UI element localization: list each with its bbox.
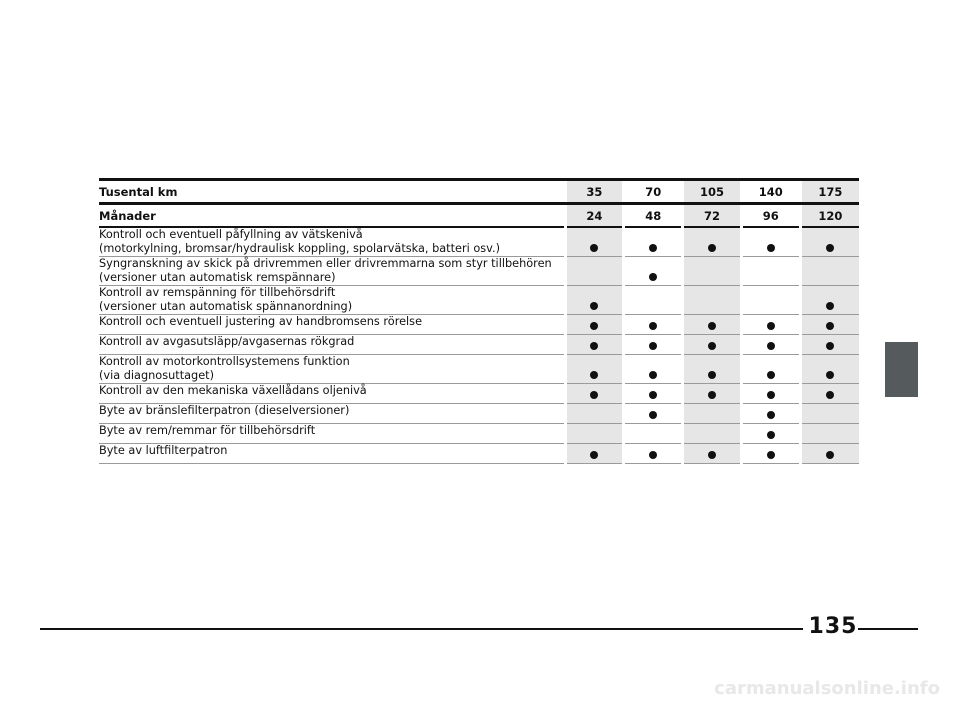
schedule-cell (683, 227, 742, 257)
task-description (99, 257, 565, 286)
task-description (99, 384, 565, 404)
task-line: Kontroll och eventuell justering av handbromsens rörelse (99, 315, 423, 328)
filled-dot-icon (826, 451, 834, 459)
task-description (99, 286, 565, 315)
filled-dot-icon (767, 342, 775, 350)
km-value: 70 (624, 180, 683, 204)
watermark: carmanualsonline.info (714, 678, 940, 699)
schedule-cell (741, 355, 800, 384)
schedule-cell (800, 335, 859, 355)
schedule-cell (624, 257, 683, 286)
task-line: Kontroll och eventuell påfyllning av vätskenivå (99, 228, 363, 241)
schedule-cell (624, 315, 683, 335)
filled-dot-icon (649, 273, 657, 281)
km-value: 105 (683, 180, 742, 204)
table-row (99, 444, 859, 464)
schedule-cell (565, 286, 624, 315)
schedule-cell (683, 315, 742, 335)
month-value: 24 (565, 204, 624, 228)
month-value: 48 (624, 204, 683, 228)
filled-dot-icon (649, 451, 657, 459)
task-line: Kontroll av motorkontrollsystemens funktion (99, 355, 350, 368)
task-line: Syngranskning av skick på drivremmen eller drivremmarna som styr tillbehören (99, 257, 552, 270)
schedule-cell (741, 227, 800, 257)
task-line: Kontroll av avgasutsläpp/avgasernas rökgrad (99, 335, 355, 348)
schedule-cell (683, 335, 742, 355)
filled-dot-icon (767, 244, 775, 252)
schedule-cell (800, 286, 859, 315)
month-value: 72 (683, 204, 742, 228)
filled-dot-icon (649, 322, 657, 330)
schedule-cell (741, 404, 800, 424)
task-description (99, 355, 565, 384)
task-line: Byte av bränslefilterpatron (dieselversioner) (99, 404, 350, 417)
km-value: 35 (565, 180, 624, 204)
schedule-cell (624, 384, 683, 404)
schedule-cell (624, 355, 683, 384)
filled-dot-icon (590, 371, 598, 379)
schedule-cell (624, 335, 683, 355)
task-description (99, 424, 565, 444)
section-tab (885, 342, 918, 397)
schedule-cell (565, 355, 624, 384)
filled-dot-icon (590, 342, 598, 350)
schedule-cell (741, 444, 800, 464)
maintenance-schedule-table (99, 178, 859, 464)
filled-dot-icon (767, 431, 775, 439)
table-body (99, 227, 859, 464)
filled-dot-icon (590, 322, 598, 330)
filled-dot-icon (826, 391, 834, 399)
footer-rule-right (858, 628, 918, 630)
table-row (99, 424, 859, 444)
schedule-cell (800, 404, 859, 424)
schedule-cell (565, 227, 624, 257)
filled-dot-icon (708, 244, 716, 252)
schedule-cell (741, 424, 800, 444)
schedule-cell (624, 444, 683, 464)
filled-dot-icon (826, 302, 834, 310)
filled-dot-icon (649, 244, 657, 252)
task-description (99, 315, 565, 335)
filled-dot-icon (590, 302, 598, 310)
schedule-cell (624, 404, 683, 424)
filled-dot-icon (708, 371, 716, 379)
schedule-cell (741, 315, 800, 335)
filled-dot-icon (708, 342, 716, 350)
table-row (99, 335, 859, 355)
schedule-cell (683, 257, 742, 286)
filled-dot-icon (767, 322, 775, 330)
month-value: 96 (741, 204, 800, 228)
table-row (99, 404, 859, 424)
schedule-cell (683, 384, 742, 404)
task-line: Kontroll av den mekaniska växellådans oljenivå (99, 384, 367, 397)
schedule-cell (741, 384, 800, 404)
schedule-cell (683, 444, 742, 464)
schedule-cell (565, 257, 624, 286)
schedule-cell (800, 384, 859, 404)
filled-dot-icon (826, 371, 834, 379)
filled-dot-icon (767, 391, 775, 399)
schedule-cell (800, 355, 859, 384)
table-row (99, 257, 859, 286)
filled-dot-icon (708, 391, 716, 399)
task-description (99, 444, 565, 464)
schedule-cell (741, 286, 800, 315)
schedule-cell (800, 227, 859, 257)
schedule-cell (565, 335, 624, 355)
filled-dot-icon (590, 451, 598, 459)
schedule-cell (683, 424, 742, 444)
task-line: (via diagnosuttaget) (99, 369, 215, 382)
schedule-cell (683, 404, 742, 424)
footer-rule-left (40, 628, 803, 630)
task-line: (versioner utan automatisk remspännare) (99, 271, 336, 284)
schedule-cell (800, 444, 859, 464)
schedule-cell (624, 227, 683, 257)
filled-dot-icon (826, 322, 834, 330)
schedule-cell (741, 257, 800, 286)
task-line: Byte av luftfilterpatron (99, 444, 228, 457)
page-number: 135 (808, 614, 858, 639)
schedule-cell (800, 424, 859, 444)
schedule-cell (565, 384, 624, 404)
schedule-cell (565, 424, 624, 444)
filled-dot-icon (649, 391, 657, 399)
filled-dot-icon (767, 451, 775, 459)
schedule-cell (624, 424, 683, 444)
schedule-cell (683, 286, 742, 315)
month-value: 120 (800, 204, 859, 228)
filled-dot-icon (590, 244, 598, 252)
task-line: (versioner utan automatisk spännanordning) (99, 300, 353, 313)
table-row (99, 227, 859, 257)
task-line: (motorkylning, bromsar/hydraulisk koppling, spolarvätska, batteri osv.) (99, 242, 500, 255)
schedule-cell (800, 257, 859, 286)
filled-dot-icon (649, 371, 657, 379)
schedule-cell (800, 315, 859, 335)
schedule-cell (741, 335, 800, 355)
schedule-cell (683, 355, 742, 384)
table-row (99, 384, 859, 404)
filled-dot-icon (826, 342, 834, 350)
km-header-row (99, 180, 859, 204)
filled-dot-icon (767, 411, 775, 419)
schedule-cell (565, 315, 624, 335)
schedule-cell (565, 404, 624, 424)
task-description (99, 227, 565, 257)
table-row (99, 355, 859, 384)
filled-dot-icon (708, 322, 716, 330)
table-row (99, 315, 859, 335)
km-header-label: Tusental km (99, 180, 565, 204)
filled-dot-icon (649, 411, 657, 419)
months-header-row (99, 204, 859, 228)
task-line: Kontroll av remspänning för tillbehörsdrift (99, 286, 336, 299)
schedule-cell (565, 444, 624, 464)
schedule-cell (624, 286, 683, 315)
months-header-label: Månader (99, 204, 565, 228)
filled-dot-icon (590, 391, 598, 399)
filled-dot-icon (649, 342, 657, 350)
filled-dot-icon (826, 244, 834, 252)
task-description (99, 335, 565, 355)
task-description (99, 404, 565, 424)
task-line: Byte av rem/remmar för tillbehörsdrift (99, 424, 316, 437)
km-value: 175 (800, 180, 859, 204)
table-row (99, 286, 859, 315)
km-value: 140 (741, 180, 800, 204)
filled-dot-icon (708, 451, 716, 459)
filled-dot-icon (767, 371, 775, 379)
